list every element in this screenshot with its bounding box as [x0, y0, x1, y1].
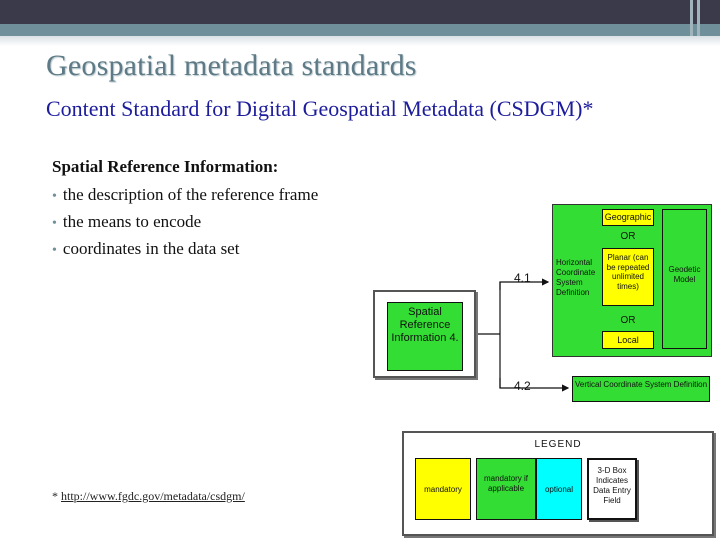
bullet-item [52, 236, 318, 263]
bullet-text: the means to encode [62, 212, 202, 231]
slide-title: Geospatial metadata standards [46, 49, 417, 82]
geodetic-model-box: Geodetic Model [662, 209, 707, 349]
local-box: Local [602, 331, 654, 349]
title-shadow [0, 36, 720, 46]
geographic-box: Geographic [602, 209, 654, 226]
slide-subtitle: Content Standard for Digital Geospatial Metadata (CSDGM)* [46, 96, 594, 121]
planar-box: Planar (can be repeated unlimited times) [602, 248, 654, 306]
bullet-text: coordinates in the data set [62, 239, 240, 258]
label-4-2: 4.2 [514, 379, 531, 393]
spatial-reference-box [373, 290, 476, 378]
spatial-reference-label: Spatial Reference Information 4. [387, 302, 463, 371]
top-accent-bar [0, 24, 720, 36]
legend-title: LEGEND [534, 439, 582, 450]
legend-optional: optional [536, 458, 582, 520]
top-bar-stripe [697, 0, 700, 36]
legend-mandatory-if-applicable: mandatory if applicable [476, 458, 536, 520]
or-label: OR [620, 231, 636, 242]
label-4-1: 4.1 [514, 271, 531, 285]
bullet-item [52, 209, 318, 236]
bullet-icon: • [52, 189, 57, 204]
vertical-coordinate-box: Vertical Coordinate System Definition [572, 376, 710, 402]
bullet-text: the description of the reference frame [62, 185, 319, 204]
bullet-list [52, 182, 318, 263]
or-label: OR [620, 315, 636, 326]
horizontal-coordinate-label: Horizontal Coordinate System Definition [556, 258, 596, 297]
csdgm-diagram [372, 200, 717, 540]
section-heading: Spatial Reference Information: [52, 157, 279, 176]
connector-4-2 [500, 378, 568, 388]
footnote-link[interactable]: http://www.fgdc.gov/metadata/csdgm/ [61, 489, 245, 503]
bullet-item [52, 182, 318, 209]
bullet-icon: • [52, 216, 57, 231]
legend-3d-box: 3-D Box Indicates Data Entry Field [587, 458, 637, 520]
bullet-icon: • [52, 243, 57, 258]
top-bar-stripe [690, 0, 693, 36]
footnote [52, 489, 245, 504]
top-bar [0, 0, 720, 24]
legend-mandatory: mandatory [415, 458, 471, 520]
footnote-marker: * [52, 489, 61, 503]
